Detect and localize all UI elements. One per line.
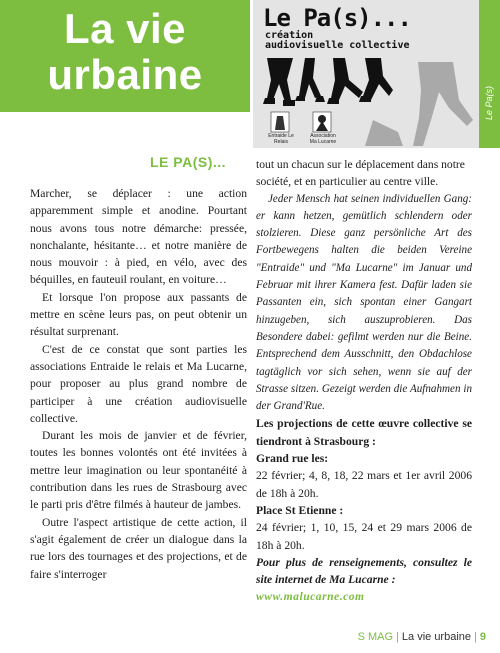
- venue1-name: Grand rue les:: [256, 452, 329, 466]
- poster-side-label: Le Pa(s): [484, 85, 494, 120]
- venue2-name: Place St Etienne :: [256, 503, 344, 517]
- article-left-column: [30, 185, 247, 583]
- poster-title: Le Pa(s)...: [263, 4, 411, 32]
- footer-mag: S MAG: [357, 631, 394, 643]
- paragraph-4: Durant les mois de janvier et de février, toutes les bonnes volontés ont été invitées à mettre leur imagination ou leur spontanéité à contribution dans les rues de Strasbourg avec le parti pris d'être filmés à hauteur de jambes.: [30, 429, 247, 512]
- venue1-dates: 22 février; 4, 8, 18, 22 mars et 1er avril 2006 de 18h à 20h.: [256, 469, 472, 500]
- logo-malucarne-text: Association Ma Lucarne: [309, 133, 337, 145]
- paragraph-5: Outre l'aspect artistique de cette action, il s'agit également de créer un dialogue dans la rue lors des tournages et des projections, et de faire s'interroger: [30, 515, 247, 581]
- page-title: [0, 6, 250, 98]
- projections-intro: Les projections de cette œuvre collective se tiendront à Strasbourg :: [256, 417, 472, 448]
- paragraph-continuation: tout un chacun sur le déplacement dans notre société, et en particulier au centre ville.: [256, 158, 465, 189]
- paragraph-2: Et lorsque l'on propose aux passants de mettre en scène leurs pas, on peut obtenir un résultat surprenant.: [30, 290, 247, 339]
- page-number: 9: [479, 631, 486, 643]
- poster-subtitle-line2: audiovisuelle collective: [265, 40, 410, 51]
- venue2-dates: 24 février; 1, 10, 15, 24 et 29 mars 2006 de 18h à 20h.: [256, 521, 472, 552]
- page-title-line1: La vie: [63, 5, 187, 52]
- article-right-column: [256, 156, 472, 606]
- event-poster-image: [253, 0, 479, 148]
- poster-side-strip: [479, 0, 500, 148]
- more-info: Pour plus de renseignements, consultez le site internet de Ma Lucarne :: [256, 555, 472, 587]
- page-footer: S MAG | La vie urbaine | 9: [357, 631, 486, 643]
- german-summary: Jeder Mensch hat seinen individuellen Gang: er kann hetzen, gemütlich schlendern oder stolzieren. Diese ganz persönliche Art des Fortbewegens halten die beiden Vereine "Entraide" und "Ma Lucarne" im Januar und Februar mit ihrer Kamera fest. Dafür laden sie Passanten ein, sich spontan einer Gangart hinzugeben, sich auszuprobieren. Das Besondere dabei: gefilmt werden nur die Beine. Entsprechend dem Ausschnitt, den Obdachlose tagtäglich vor sich sehen, wenn sie auf der Strasse sitzen. Gezeigt werden die Aufnahmen in der Grand'Rue.: [256, 192, 472, 413]
- paragraph-3: C'est de ce constat que sont parties les associations Entraide le relais et Ma Lucarne, pour proposer au plus grand nombre de participer à une création audiovisuelle collective.: [30, 342, 247, 425]
- footer-section: La vie urbaine: [401, 631, 472, 643]
- page-title-line2: urbaine: [47, 51, 203, 98]
- website-link[interactable]: www.malucarne.com: [256, 590, 365, 604]
- logo-entraide-text: Entraide Le Relais: [268, 133, 294, 145]
- poster-subtitle-line1: création: [265, 30, 314, 41]
- paragraph-1: Marcher, se déplacer : une action apparemment simple et anodine. Pourtant nous avons tous notre démarche: pressée, nonchalante, hésitante… et notre manière de nous mouvoir : à pied, en vélo, avec des béquilles, en fauteuil roulant, en voiture…: [30, 187, 247, 287]
- article-heading: LE PA(S)...: [150, 154, 227, 170]
